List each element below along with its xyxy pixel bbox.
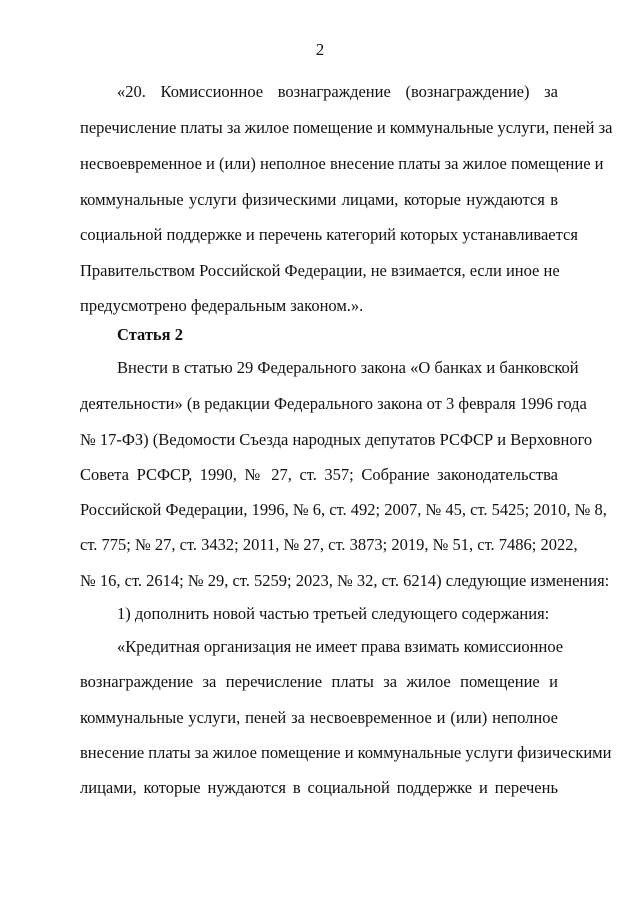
paragraph-2-line-3: № 17-ФЗ) (Ведомости Съезда народных депутатов РСФСР и Верховного	[80, 430, 593, 449]
paragraph-2-line-4: Совета РСФСР, 1990, № 27, ст. 357; Собрание законодательства	[80, 465, 558, 484]
paragraph-1-line-6: Правительством Российской Федерации, не взимается, если иное не	[80, 261, 560, 280]
paragraph-1-line-1: «20. Комиссионное вознаграждение (вознаграждение) за	[117, 82, 558, 101]
paragraph-1-line-2: перечисление платы за жилое помещение и коммунальные услуги, пеней за	[80, 118, 613, 137]
paragraph-3-line-1: 1) дополнить новой частью третьей следующего содержания:	[117, 604, 550, 623]
paragraph-1-line-7: предусмотрено федеральным законом.».	[80, 296, 364, 315]
paragraph-4-line-4: внесение платы за жилое помещение и коммунальные услуги физическими	[80, 743, 612, 762]
paragraph-2-line-6: ст. 775; № 27, ст. 3432; 2011, № 27, ст. 3873; 2019, № 51, ст. 7486; 2022,	[80, 535, 578, 554]
article-heading: Статья 2	[117, 325, 183, 344]
paragraph-4-line-1: «Кредитная организация не имеет права взимать комиссионное	[117, 637, 564, 656]
paragraph-2-line-5: Российской Федерации, 1996, № 6, ст. 492; 2007, № 45, ст. 5425; 2010, № 8,	[80, 500, 607, 519]
paragraph-1-line-4: коммунальные услуги физическими лицами, которые нуждаются в	[80, 190, 558, 209]
paragraph-4-line-2: вознаграждение за перечисление платы за жилое помещение и	[80, 672, 558, 691]
paragraph-1-line-5: социальной поддержке и перечень категорий которых устанавливается	[80, 225, 578, 244]
paragraph-2-line-1: Внести в статью 29 Федерального закона «О банках и банковской	[117, 358, 579, 377]
paragraph-4-line-5: лицами, которые нуждаются в социальной поддержке и перечень	[80, 778, 558, 797]
paragraph-2-line-2: деятельности» (в редакции Федерального закона от 3 февраля 1996 года	[80, 394, 587, 413]
paragraph-2-line-7: № 16, ст. 2614; № 29, ст. 5259; 2023, № 32, ст. 6214) следующие изменения:	[80, 571, 610, 590]
page-number: 2	[315, 40, 325, 59]
paragraph-1-line-3: несвоевременное и (или) неполное внесение платы за жилое помещение и	[80, 154, 604, 173]
paragraph-4-line-3: коммунальные услуги, пеней за несвоевременное и (или) неполное	[80, 708, 558, 727]
